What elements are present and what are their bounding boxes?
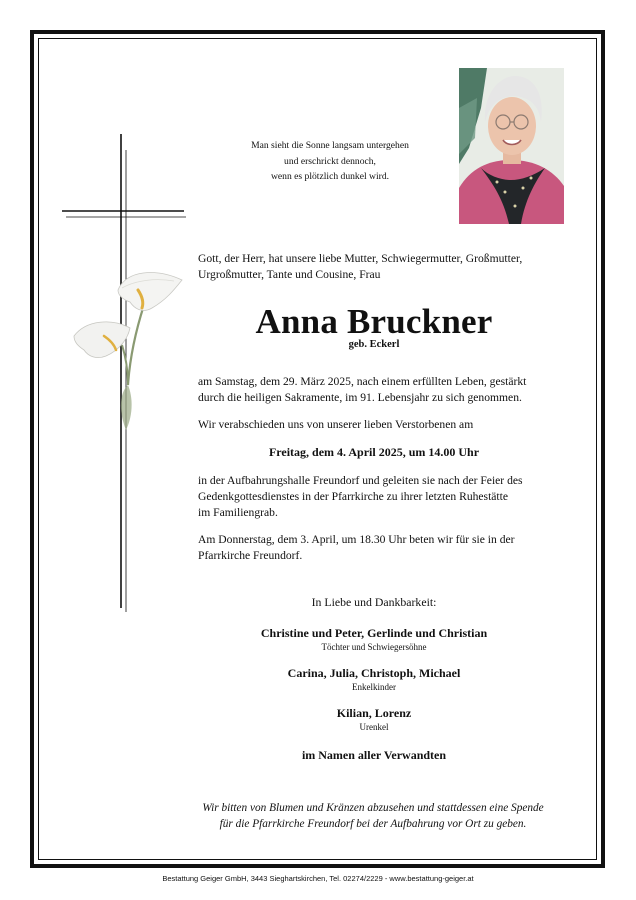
signatures-intro: In Liebe und Dankbarkeit: (311, 595, 437, 609)
mourners-names: Christine und Peter, Gerlinde und Christian (260, 626, 488, 640)
deceased-name: Anna Bruckner (255, 302, 493, 341)
farewell-intro (198, 417, 550, 433)
text-line: in der Aufbahrungshalle Freundorf und geleiten sie nach der Feier des (198, 474, 523, 487)
funeral-date: Freitag, dem 4. April 2025, um 14.00 Uhr (268, 445, 480, 459)
text-line: Am Donnerstag, dem 3. April, um 18.30 Uhr beten wir für sie in der (198, 533, 515, 546)
quote-line: wenn es plötzlich dunkel wird. (270, 171, 390, 182)
text-line: im Familiengrab. (198, 505, 278, 519)
text-line: Wir bitten von Blumen und Kränzen abzusehen und stattdessen eine Spende (202, 802, 544, 814)
quote-line: Man sieht die Sonne langsam untergehen (251, 140, 409, 151)
mourners-names: Carina, Julia, Christoph, Michael (287, 666, 461, 680)
text-line: Gott, der Herr, hat unsere liebe Mutter, Schwiegermutter, Großmutter, (198, 252, 523, 265)
text-line: am Samstag, dem 29. März 2025, nach einem erfüllten Leben, gestärkt (198, 375, 527, 388)
text-line: Wir verabschieden uns von unserer lieben Verstorbenen am (198, 418, 474, 431)
cross-with-lilies-icon (56, 130, 196, 620)
text-line: Gedenkgottesdienstes in der Pfarrkirche zu ihrer letzten Ruhestätte (198, 489, 509, 503)
quote-line: und erschrickt dennoch, (284, 155, 376, 167)
ceremony-paragraph (198, 473, 550, 520)
signatures-closing: im Namen aller Verwandten (301, 748, 447, 762)
mourners-relation: Enkelkinder (352, 682, 396, 692)
mourners-relation: Urenkel (359, 722, 389, 732)
text-line: Urgroßmutter, Tante und Cousine, Frau (198, 267, 381, 281)
text-line: durch die heiligen Sakramente, im 91. Lebensjahr zu sich genommen. (198, 390, 522, 404)
death-notice-paragraph (198, 374, 550, 406)
mourners-relation: Töchter und Schwiegersöhne (321, 642, 427, 652)
prayer-paragraph (198, 532, 550, 564)
birth-name: geb. Eckerl (348, 339, 400, 350)
intro-paragraph (198, 251, 550, 283)
funeral-home-footer: Bestattung Geiger GmbH, 3443 Sieghartskirchen, Tel. 02274/2229 - www.bestattung-geiger.at (162, 874, 474, 883)
mourners-names: Kilian, Lorenz (336, 706, 412, 720)
memorial-quote (230, 138, 430, 185)
portrait-photo (459, 68, 564, 224)
text-line: Pfarrkirche Freundorf. (198, 548, 303, 562)
donation-request (150, 800, 596, 832)
text-line: für die Pfarrkirche Freundorf bei der Aufbahrung vor Ort zu geben. (219, 818, 527, 830)
